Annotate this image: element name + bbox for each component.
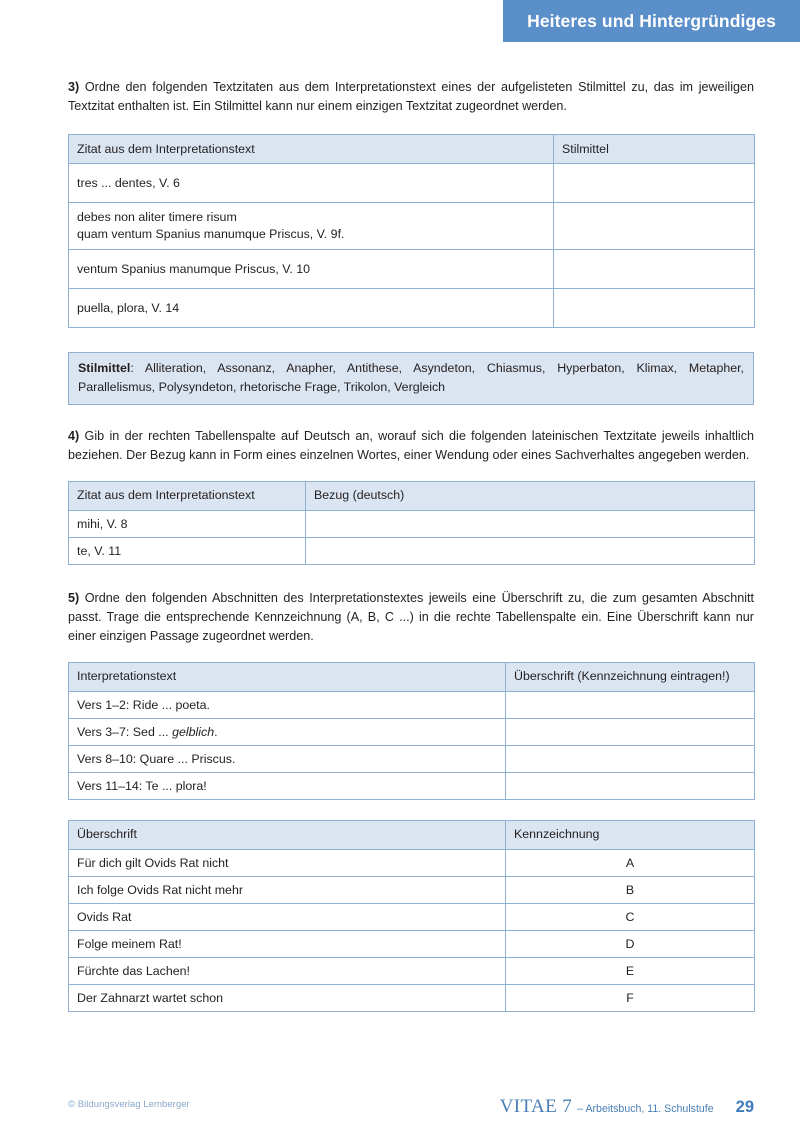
task-4-paragraph	[68, 427, 754, 465]
cell-mark: A	[506, 850, 755, 877]
column-header-bezug: Bezug (deutsch)	[306, 481, 755, 510]
cell-answer-blank[interactable]	[306, 510, 755, 537]
column-header-ueberschrift: Überschrift (Kennzeichnung eintragen!)	[506, 663, 755, 692]
cell-passage	[69, 692, 506, 719]
cell-title: Fürchte das Lachen!	[69, 958, 506, 985]
task-4-number: 4)	[68, 428, 80, 443]
cell-answer-blank[interactable]	[554, 164, 755, 203]
cell-passage	[69, 719, 506, 746]
cell-answer-blank[interactable]	[506, 773, 755, 800]
cell-quote	[69, 203, 554, 250]
page-title: Heiteres und Hintergründiges	[527, 10, 776, 31]
column-header-interpretationstext: Interpretationstext	[69, 663, 506, 692]
table-row	[69, 904, 755, 931]
table-row	[69, 164, 755, 203]
stilmittel-hint-box	[68, 352, 754, 404]
cell-passage	[69, 746, 506, 773]
series-subtitle: – Arbeitsbuch, 11. Schulstufe	[577, 1103, 714, 1115]
table-row	[69, 773, 755, 800]
cell-passage	[69, 773, 506, 800]
table-ueberschrift	[68, 820, 755, 1012]
table-row	[69, 850, 755, 877]
cell-quote: puella, plora, V. 14	[69, 289, 554, 328]
table-stilmittel	[68, 134, 755, 328]
passage-suffix: .	[214, 725, 218, 740]
cell-quote: tres ... dentes, V. 6	[69, 164, 554, 203]
table-header-row	[69, 663, 755, 692]
passage-prefix: Vers 8–10: Quare ... Priscus.	[77, 752, 236, 767]
table-row	[69, 510, 755, 537]
table-row	[69, 692, 755, 719]
cell-answer-blank[interactable]	[554, 250, 755, 289]
cell-answer-blank[interactable]	[554, 203, 755, 250]
hint-box-items: Alliteration, Assonanz, Anapher, Antithese, Asyndeton, Chiasmus, Hyperbaton, Klimax, Metapher, Parallelismus, Polysyndeton, rhetorische Frage, Trikolon, Vergleich	[78, 361, 744, 394]
cell-mark: C	[506, 904, 755, 931]
table-row	[69, 931, 755, 958]
task-5-number: 5)	[68, 590, 80, 605]
column-header-zitat: Zitat aus dem Interpretationstext	[69, 481, 306, 510]
table-abschnitte	[68, 662, 755, 800]
hint-box-separator: :	[130, 361, 145, 376]
table-row	[69, 289, 755, 328]
column-header-ueberschrift: Überschrift	[69, 821, 506, 850]
cell-answer-blank[interactable]	[506, 692, 755, 719]
cell-title: Für dich gilt Ovids Rat nicht	[69, 850, 506, 877]
passage-prefix: Vers 1–2: Ride ... poeta.	[77, 698, 210, 713]
cell-answer-blank[interactable]	[506, 719, 755, 746]
passage-italic: gelblich	[172, 725, 215, 740]
spacer	[68, 465, 754, 481]
task-3-text: Ordne den folgenden Textzitaten aus dem Interpretationstext eines der aufgelisteten Stilmittel zu, das im jeweiligen Textzitat enthalten ist. Ein Stilmittel kann nur einem einzigen Textzitat zugeordnet werden.	[68, 80, 755, 114]
passage-prefix: Vers 11–14: Te ... plora!	[77, 779, 207, 794]
table-row	[69, 203, 755, 250]
task-3-paragraph	[68, 78, 754, 116]
cell-mark: F	[506, 985, 755, 1012]
cell-quote: te, V. 11	[69, 537, 306, 564]
hint-box-label: Stilmittel	[78, 361, 131, 376]
page-footer	[68, 1096, 754, 1120]
table-header-row	[69, 481, 755, 510]
page-number: 29	[735, 1098, 754, 1116]
column-header-stilmittel: Stilmittel	[554, 135, 755, 164]
cell-answer-blank[interactable]	[506, 746, 755, 773]
cell-answer-blank[interactable]	[554, 289, 755, 328]
spacer	[68, 405, 754, 427]
spacer	[68, 565, 754, 589]
table-row	[69, 719, 755, 746]
column-header-kennzeichnung: Kennzeichnung	[506, 821, 755, 850]
cell-title: Ovids Rat	[69, 904, 506, 931]
task-4-text: Gib in der rechten Tabellenspalte auf Deutsch an, worauf sich die folgenden lateinischen Textzitate jeweils inhaltlich beziehen. Der Bezug kann in Form eines einzelnen Wortes, einer Wendung oder eines Sachverhaltes angegeben werden.	[68, 428, 755, 462]
table-row	[69, 877, 755, 904]
cell-mark: D	[506, 931, 755, 958]
cell-title: Ich folge Ovids Rat nicht mehr	[69, 877, 506, 904]
table-row	[69, 746, 755, 773]
table-header-row	[69, 821, 755, 850]
cell-title: Der Zahnarzt wartet schon	[69, 985, 506, 1012]
footer-right-group	[500, 1096, 754, 1118]
cell-mark: E	[506, 958, 755, 985]
cell-mark: B	[506, 877, 755, 904]
cell-quote: ventum Spanius manumque Priscus, V. 10	[69, 250, 554, 289]
spacer	[68, 800, 754, 820]
copyright-text: © Bildungsverlag Lemberger	[68, 1099, 190, 1110]
cell-quote-line-2: quam ventum Spanius manumque Priscus, V. 9f.	[77, 227, 345, 242]
table-row	[69, 537, 755, 564]
table-header-row	[69, 135, 755, 164]
cell-answer-blank[interactable]	[306, 537, 755, 564]
cell-quote-line-1: debes non aliter timere risum	[77, 209, 237, 224]
spacer	[68, 646, 754, 662]
task-5-text: Ordne den folgenden Abschnitten des Interpretationstextes jeweils eine Überschrift zu, die zum gesamten Abschnitt passt. Trage die entsprechende Kennzeichnung (A, B, C ...) in die rechte Tabellenspalte ein. Eine Überschrift kann nur einer einzigen Passage zugeordnet werden.	[68, 590, 754, 644]
column-header-zitat: Zitat aus dem Interpretationstext	[69, 135, 554, 164]
table-row	[69, 985, 755, 1012]
cell-quote: mihi, V. 8	[69, 510, 306, 537]
table-row	[69, 250, 755, 289]
passage-prefix: Vers 3–7: Sed ...	[77, 725, 173, 740]
spacer	[68, 328, 754, 352]
task-3-number: 3)	[68, 80, 80, 94]
spacer	[68, 116, 754, 134]
table-row	[69, 958, 755, 985]
top-spacer	[68, 0, 754, 78]
series-title: VITAE 7	[499, 1096, 573, 1117]
task-5-paragraph	[68, 589, 754, 646]
page-content	[68, 0, 754, 1012]
table-bezug	[68, 481, 755, 565]
cell-title: Folge meinem Rat!	[69, 931, 506, 958]
